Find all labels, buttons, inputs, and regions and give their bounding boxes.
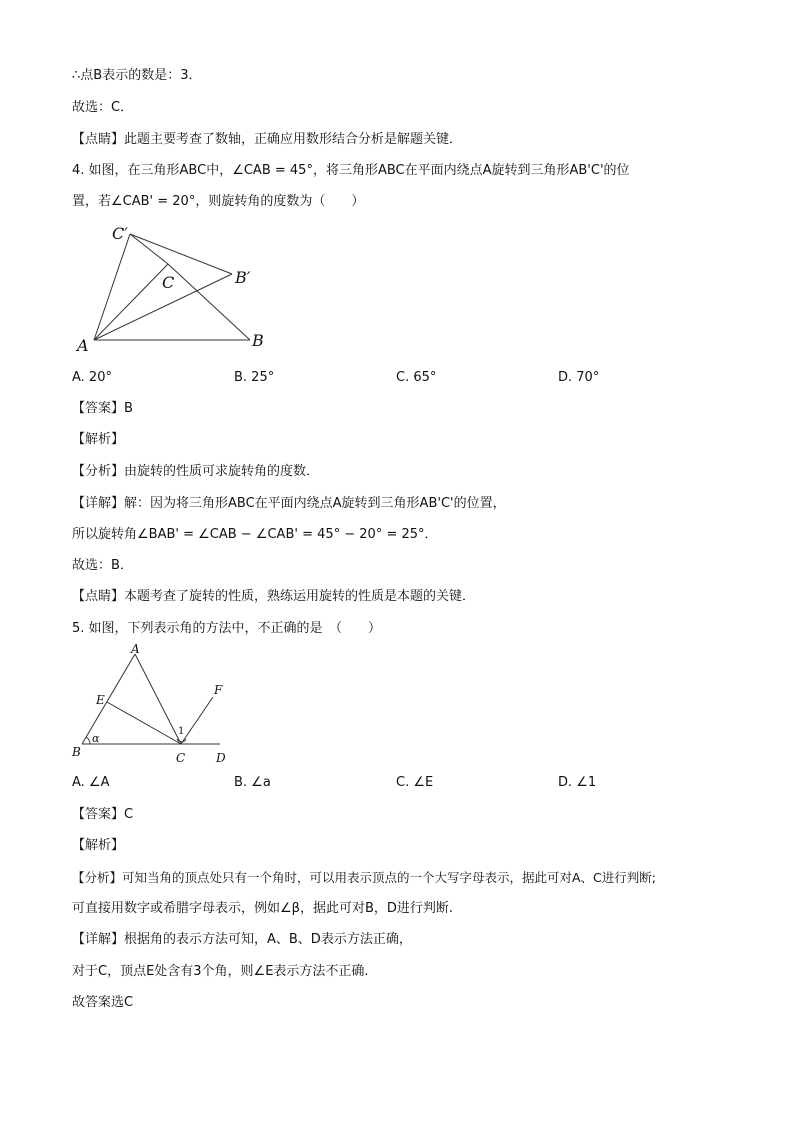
option-a[interactable]: A. 20° bbox=[72, 370, 112, 385]
question-4-stem: 4. 如图，在三角形ABC中，∠CAB = 45°，将三角形ABC在平面内绕点A旋转到三角形AB'C'的位 bbox=[72, 163, 630, 178]
label-a: A bbox=[77, 336, 89, 355]
label-b: B bbox=[72, 745, 81, 759]
q5-options bbox=[72, 774, 732, 792]
detail-text-cont: 对于C，顶点E处含有3个角，则∠E表示方法不正确. bbox=[72, 964, 369, 979]
selection-text: 故选：B． bbox=[72, 558, 133, 573]
label-1: 1 bbox=[178, 726, 185, 737]
option-c[interactable]: C. ∠E bbox=[396, 775, 434, 790]
label-b: B bbox=[252, 331, 264, 350]
question-4-stem-cont: 置，若∠CAB' = 20°，则旋转角的度数为（ ） bbox=[72, 194, 365, 209]
question-5-stem: 5. 如图，下列表示角的方法中，不正确的是 （ ） bbox=[72, 621, 382, 636]
q5-angle-figure bbox=[66, 641, 246, 769]
angle-arc-alpha bbox=[86, 737, 90, 744]
segment-ac bbox=[94, 264, 168, 340]
label-d: D bbox=[216, 751, 226, 765]
q4-rotation-figure bbox=[74, 222, 274, 357]
analysis-heading: 【解析】 bbox=[72, 838, 125, 853]
option-b[interactable]: B. ∠a bbox=[234, 775, 271, 790]
label-c-prime: C′ bbox=[112, 224, 128, 243]
label-e: E bbox=[96, 693, 105, 707]
label-a: A bbox=[131, 642, 140, 656]
segment-c-prime-b-prime bbox=[130, 234, 232, 274]
ray-cf bbox=[181, 697, 213, 744]
analysis-text: 【分析】由旋转的性质可求旋转角的度数． bbox=[72, 464, 320, 479]
label-c: C bbox=[176, 751, 186, 765]
text-line: 【点睛】此题主要考查了数轴，正确应用数形结合分析是解题关键． bbox=[72, 132, 463, 147]
detail-text: 【详解】解：因为将三角形ABC在平面内绕点A旋转到三角形AB'C'的位置， bbox=[72, 496, 506, 511]
label-f: F bbox=[214, 683, 223, 697]
answer-label: 【答案】B bbox=[72, 401, 133, 416]
q4-options bbox=[72, 369, 732, 387]
label-c: C bbox=[162, 273, 175, 292]
segment-ba bbox=[82, 654, 135, 744]
calculation-text: 所以旋转角∠BAB' = ∠CAB − ∠CAB' = 45° − 20° = 25°． bbox=[72, 527, 438, 542]
analysis-heading: 【解析】 bbox=[72, 432, 125, 447]
option-a[interactable]: A. ∠A bbox=[72, 775, 110, 790]
detail-text: 【详解】根据角的表示方法可知，A、B、D表示方法正确， bbox=[72, 932, 412, 947]
segment-ac-prime bbox=[94, 234, 130, 340]
label-b-prime: B′ bbox=[235, 268, 251, 287]
comment-text: 【点睛】本题考查了旋转的性质，熟练运用旋转的性质是本题的关键． bbox=[72, 589, 476, 604]
answer-label: 【答案】C bbox=[72, 807, 134, 822]
option-d[interactable]: D. ∠1 bbox=[558, 775, 597, 790]
option-b[interactable]: B. 25° bbox=[234, 370, 275, 385]
segment-c-prime-c bbox=[130, 234, 168, 264]
analysis-text-cont: 可直接用数字或希腊字母表示，例如∠β，据此可对B，D进行判断. bbox=[72, 901, 454, 916]
analysis-text: 【分析】可知当角的顶点处只有一个角时，可以用表示顶点的一个大写字母表示，据此可对A、C进行判断; bbox=[72, 870, 656, 885]
option-d[interactable]: D. 70° bbox=[558, 370, 600, 385]
text-line: ∴点B表示的数是：3． bbox=[72, 68, 202, 83]
text-line: 故选：C． bbox=[72, 100, 134, 115]
label-alpha: α bbox=[92, 732, 100, 745]
option-c[interactable]: C. 65° bbox=[396, 370, 437, 385]
final-answer-text: 故答案选C bbox=[72, 995, 134, 1010]
